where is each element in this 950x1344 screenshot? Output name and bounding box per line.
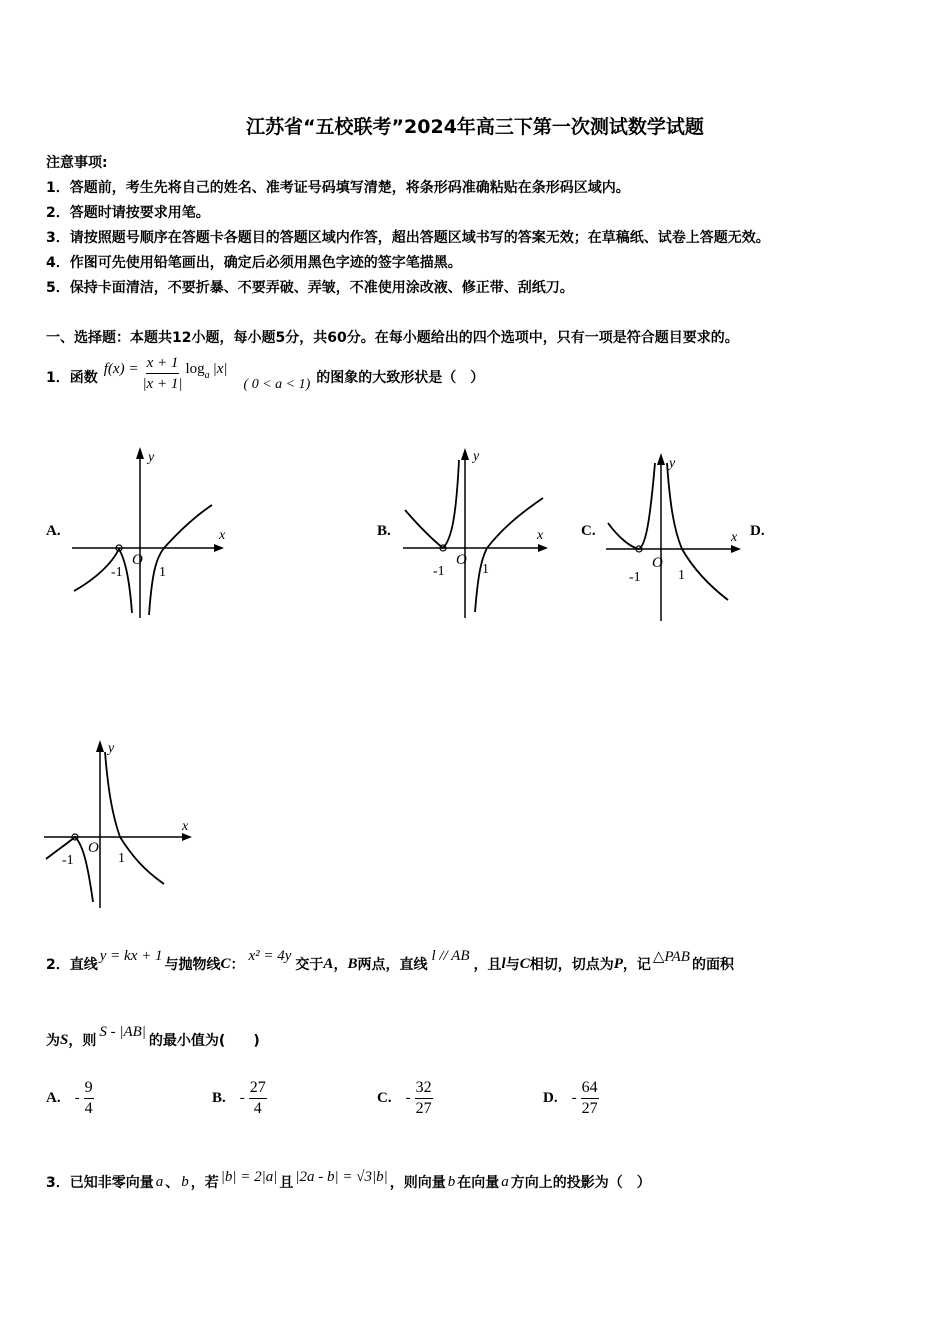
q2-text: ，记 [622,957,651,973]
tick-pos-label: 1 [678,568,685,583]
note-item: 3．请按照题号顺序在答题卡各题目的答题区域内作答，超出答题区域书写的答案无效；在草稿纸、试卷上答题无效。 [46,230,770,246]
q3-vector-a: a [155,1173,164,1190]
tick-pos-label: 1 [118,851,125,866]
q1-tail: 的图象的大致形状是（ ） [316,370,485,386]
question-2-line-2 [46,1020,260,1060]
y-axis-label: y [108,741,115,756]
q1-log: log [185,360,205,377]
q2-triangle: △PAB [652,948,690,965]
x-axis-label: x [731,530,738,545]
y-axis-label: y [148,450,155,465]
q2-option-d [543,1078,599,1119]
q2-option-fraction [581,1078,599,1119]
q1-fraction [142,353,182,394]
x-axis-label: x [219,528,226,543]
q3-text: 、 [165,1175,180,1191]
tick-neg-label: -1 [111,565,123,580]
curve-right [475,498,543,612]
curve-right [105,752,164,884]
page-title: 江苏省“五校联考”2024年高三下第一次测试数学试题 [246,116,704,138]
note-item: 2．答题时请按要求用笔。 [46,205,210,221]
q2-area-s: S [60,1031,69,1048]
q2-point-b: B [347,955,358,972]
q2-option-sign: - [405,1090,411,1106]
q3-number: 3．已知非零向量 [46,1175,154,1191]
x-axis-arrow-icon [182,833,192,841]
q2-option-a [46,1078,94,1119]
y-axis-label: y [669,456,676,471]
graph-option-a [72,433,232,623]
q2-option-fraction [415,1078,433,1119]
tick-pos-label: 1 [482,562,489,577]
q2-text: 交于 [295,957,324,973]
q2-text: 两点，直线 [357,957,428,973]
graph-option-d [44,734,199,914]
q2-option-b [212,1078,267,1119]
q2-text: 相切，切点为 [529,957,614,973]
q1-option-c-label: C. [581,523,596,539]
question-3 [46,1164,651,1200]
curve-right [667,463,728,600]
x-axis-label: x [182,819,189,834]
q2-option-sign: - [571,1090,577,1106]
curve-left [46,837,93,902]
y-axis-arrow-icon [96,740,104,752]
tick-neg-label: -1 [629,570,641,585]
q2-line-l-ab: l // AB [431,947,470,964]
note-item: 4．作图可先使用铅笔画出，确定后必须用黑色字迹的签字笔描黑。 [46,255,462,271]
q3-text: 且 [279,1175,294,1191]
q2-text: 的最小值为( ) [148,1033,260,1049]
q1-f-num: x + 1 [146,353,180,374]
q1-option-b-label: B. [377,523,391,539]
q3-vector-b2: b [447,1173,456,1190]
q2-option-den: 4 [84,1100,93,1117]
x-axis-arrow-icon [538,544,548,552]
q2-text: ： [230,957,245,973]
q2-option-label: D. [543,1090,558,1106]
q2-text: ，且 [473,957,502,973]
note-item: 5．保持卡面清洁，不要折暴、不要弄破、弄皱，不准使用涂改液、修正带、刮纸刀。 [46,280,574,296]
q1-condition: 0 < a < 1 [251,377,306,392]
curve-right [149,505,212,615]
q2-option-sign: - [74,1090,80,1106]
q2-point-p: P [613,955,623,972]
q1-number: 1．函数 [46,370,98,386]
q3-vector-a2: a [501,1173,509,1190]
q1-log-arg: |x| [212,360,228,377]
origin-label: O [132,552,143,568]
q2-parabola: x² = 4y [248,947,292,964]
q1-condition-wrap: ( 0 < a < 1) [243,377,311,392]
q2-text: 与 [505,957,520,973]
x-axis-label: x [537,528,544,543]
y-axis-arrow-icon [657,453,665,465]
graph-option-c [606,445,746,625]
origin-label: O [88,840,99,856]
q2-option-den: 4 [253,1100,262,1117]
q2-option-label: C. [377,1090,392,1106]
q2-text: ，则 [68,1033,97,1049]
q2-option-num: 64 [581,1078,599,1099]
q2-option-den: 27 [415,1100,432,1117]
q3-condition-1: |b| = 2|a| [220,1168,278,1185]
q2-text: 与抛物线 [164,957,221,973]
question-2 [46,944,734,984]
graph-option-b [403,440,553,625]
q2-text: ， [333,957,348,973]
q1-f-lhs: f(x) = [103,360,139,377]
q1-option-a-label: A. [46,523,61,539]
q2-option-num: 9 [84,1078,94,1099]
q2-option-num: 32 [415,1078,433,1099]
curve-left [74,549,132,613]
q1-log-base: a [204,369,210,381]
q2-option-fraction [84,1078,94,1119]
q2-option-label: B. [212,1090,226,1106]
q3-text: 方向上的投影为（ ） [510,1175,651,1191]
q2-number: 2．直线 [46,957,98,973]
curve-left [405,460,459,548]
q2-option-sign: - [239,1090,245,1106]
q2-option-den: 27 [581,1100,598,1117]
section-heading: 一、选择题：本题共12小题，每小题5分，共60分。在每小题给出的四个选项中，只有一项是符合题目要求的。 [46,330,739,346]
q1-option-d-label: D. [750,523,765,539]
y-axis-label: y [473,449,480,464]
q2-expression: S - |AB| [99,1023,146,1040]
q2-option-label: A. [46,1090,61,1106]
question-1 [46,349,484,405]
q2-curve-c: C [220,955,231,972]
q3-vector-b: b [181,1173,189,1190]
q3-text: 在向量 [457,1175,500,1191]
x-axis-arrow-icon [731,545,741,553]
q2-point-a: A [323,955,334,972]
q2-option-fraction [249,1078,267,1119]
q3-text: ，若 [190,1175,219,1191]
origin-label: O [652,555,663,571]
y-axis-arrow-icon [461,448,469,460]
notes-heading: 注意事项: [46,155,108,171]
q3-text: ，则向量 [389,1175,446,1191]
curve-left [608,463,655,549]
q2-curve-c2: C [519,955,530,972]
q2-option-c [377,1078,433,1119]
q2-line-eq: y = kx + 1 [99,947,163,964]
tick-pos-label: 1 [159,565,166,580]
origin-label: O [456,552,467,568]
tick-neg-label: -1 [433,564,445,579]
x-axis-arrow-icon [214,544,224,552]
tick-neg-label: -1 [62,853,74,868]
q2-line-l: l [501,955,506,972]
q2-text: 为 [46,1033,60,1049]
note-item: 1．答题前，考生先将自己的姓名、准考证号码填写清楚，将条形码准确粘贴在条形码区域内。 [46,180,630,196]
y-axis-arrow-icon [136,447,144,459]
q2-text: 的面积 [691,957,734,973]
q1-f-den: |x + 1| [142,375,183,392]
q3-condition-2: |2a - b| = √3|b| [295,1168,388,1185]
q2-option-num: 27 [249,1078,267,1099]
